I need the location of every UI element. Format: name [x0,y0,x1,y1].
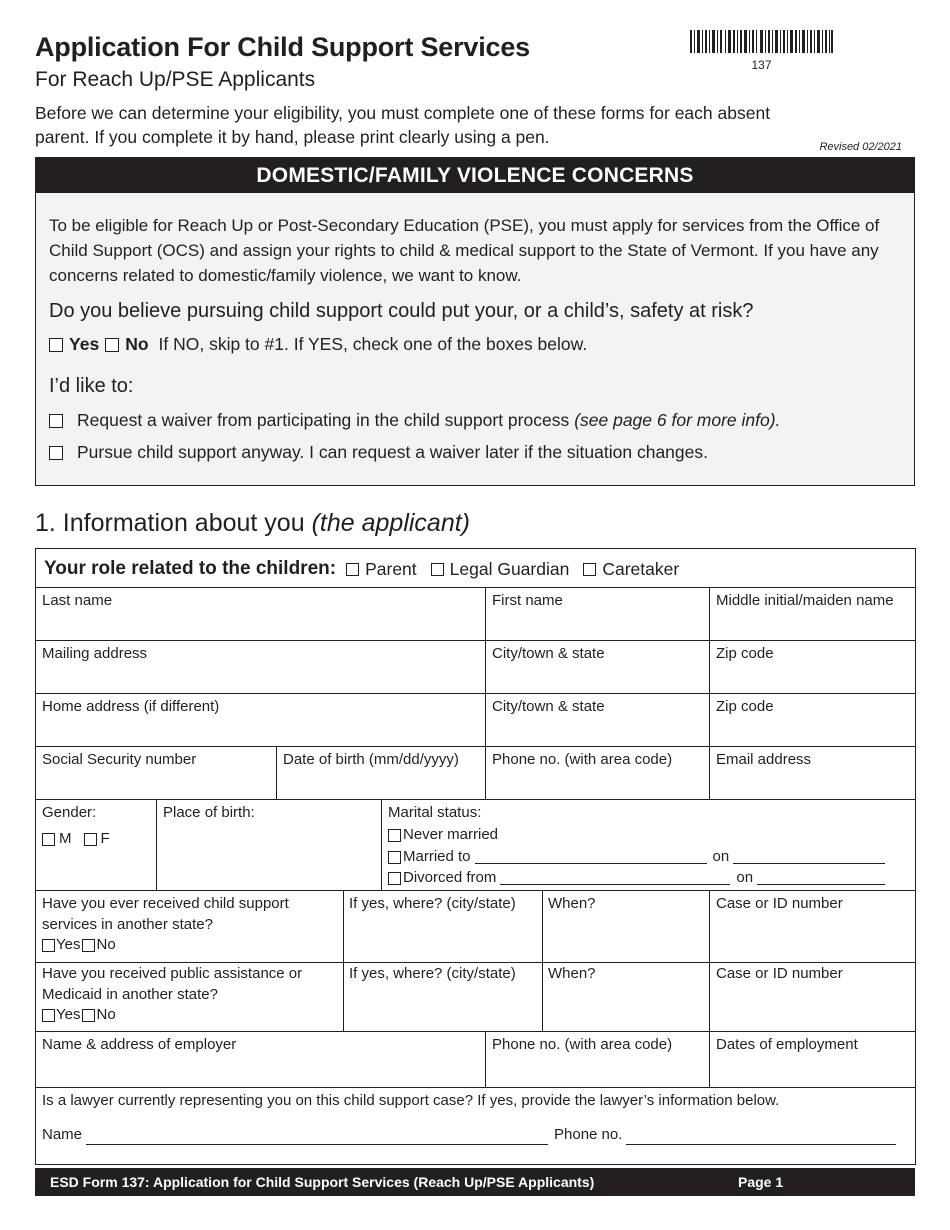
dv-waiver-note: (see page 6 for more info). [574,410,781,430]
middle-name-field[interactable]: Middle initial/maiden name [716,592,894,609]
pa-no-label: No [96,1006,116,1023]
pa-no-checkbox[interactable] [82,1009,95,1022]
divorced-from-label: Divorced from [403,869,497,886]
ssn-field[interactable]: Social Security number [42,751,197,768]
dob-field[interactable]: Date of birth (mm/dd/yyyy) [283,751,459,768]
section-1-title-italic: (the applicant) [311,509,471,537]
cs-when-field[interactable]: When? [548,895,596,912]
pa-case-id-field[interactable]: Case or ID number [716,965,843,982]
dv-instruction: If NO, skip to #1. If YES, check one of the boxes below. [158,334,588,354]
gender-m-checkbox[interactable] [42,833,55,846]
role-parent-checkbox[interactable] [346,563,359,576]
employer-field[interactable]: Name & address of employer [42,1036,237,1053]
pa-other-state-q1: Have you received public assistance or [42,965,303,982]
place-of-birth-field[interactable]: Place of birth: [163,804,255,821]
gender-m-label: M [59,830,72,847]
pa-where-field[interactable]: If yes, where? (city/state) [349,965,516,982]
home-zip-field[interactable]: Zip code [716,698,774,715]
cs-no-label: No [96,936,116,953]
role-label: Your role related to the children: [44,558,337,579]
divorced-from-input[interactable] [500,871,730,885]
dv-like-heading: I’d like to: [49,375,134,397]
lawyer-phone-input[interactable] [626,1131,896,1145]
cs-yes-label: Yes [56,936,81,953]
role-guardian-label: Legal Guardian [449,558,570,579]
dv-yes-label: Yes [69,334,100,354]
lawyer-phone-label: Phone no. [554,1126,623,1143]
home-city-field[interactable]: City/town & state [492,698,605,715]
pa-other-state-options [42,1005,116,1025]
dv-no-label: No [125,334,149,354]
employer-phone-field[interactable]: Phone no. (with area code) [492,1036,673,1053]
lawyer-name-label: Name [42,1126,83,1143]
never-married-option [388,825,498,845]
barcode-number: 137 [751,58,772,72]
dv-no-checkbox[interactable] [105,338,119,352]
dv-paragraph: To be eligible for Reach Up or Post-Secondary Education (PSE), you must apply for services from the Office of Child Support (OCS) and assign your rights to child & medical support to the State of Vermont. If you have any concerns related to domestic/family violence, we want to know. [49,216,880,285]
role-row [44,558,693,580]
married-option [388,847,885,867]
never-married-label: Never married [403,826,499,843]
pa-when-field[interactable]: When? [548,965,596,982]
email-field[interactable]: Email address [716,751,812,768]
last-name-field[interactable]: Last name [42,592,113,609]
lawyer-question: Is a lawyer currently representing you on this child support case? If yes, provide the lawyer’s information below. [42,1092,780,1109]
gender-options [42,829,110,849]
role-guardian-checkbox[interactable] [431,563,444,576]
page-title: Application For Child Support Services [35,32,530,62]
intro-text: Before we can determine your eligibility, you must complete one of these forms for each absent parent. If you complete it by hand, please print clearly using a pen. [35,103,771,147]
gender-f-label: F [100,830,110,847]
dv-yes-no-row [49,334,587,355]
footer-form-title: ESD Form 137: Application for Child Support Services (Reach Up/PSE Applicants) [50,1174,595,1190]
married-to-input[interactable] [475,850,707,864]
section-1-title-main: 1. Information about you [35,509,305,537]
employment-dates-field[interactable]: Dates of employment [716,1036,858,1053]
barcode [690,30,833,53]
dv-question: Do you believe pursuing child support could put your, or a child’s, safety at risk? [49,300,754,322]
pa-yes-label: Yes [56,1006,81,1023]
pa-other-state-q2: Medicaid in another state? [42,986,218,1003]
cs-yes-checkbox[interactable] [42,939,55,952]
cs-other-state-q2: services in another state? [42,916,213,933]
role-caretaker-label: Caretaker [602,558,680,579]
never-married-checkbox[interactable] [388,829,401,842]
role-option-guardian [431,559,570,580]
dv-option-pursue [49,442,708,463]
cs-no-checkbox[interactable] [82,939,95,952]
dv-section [35,157,915,486]
married-checkbox[interactable] [388,851,401,864]
married-on-input[interactable] [733,850,885,864]
lawyer-info-row [42,1125,896,1145]
role-caretaker-checkbox[interactable] [583,563,596,576]
footer-page-number: Page 1 [738,1174,784,1190]
gender-f-checkbox[interactable] [84,833,97,846]
married-to-label: Married to [403,848,471,865]
role-option-parent [346,559,417,580]
married-on-label: on [712,848,730,865]
divorced-option [388,868,885,888]
cs-other-state-options [42,935,116,955]
divorced-on-input[interactable] [757,871,885,885]
dv-waiver-label: Request a waiver from participating in the child support process [77,410,570,430]
dv-heading: DOMESTIC/FAMILY VIOLENCE CONCERNS [36,158,914,193]
mailing-zip-field[interactable]: Zip code [716,645,774,662]
section-1-title [35,509,470,538]
dv-option-waiver [49,410,780,431]
applicant-form [35,548,916,1165]
page-footer [35,1168,915,1196]
cs-where-field[interactable]: If yes, where? (city/state) [349,895,516,912]
revised-date: Revised 02/2021 [819,141,902,153]
dv-pursue-label: Pursue child support anyway. I can request a waiver later if the situation changes. [77,442,708,462]
dv-yes-checkbox[interactable] [49,338,63,352]
home-address-field[interactable]: Home address (if different) [42,698,220,715]
gender-label: Gender: [42,804,97,821]
mailing-city-field[interactable]: City/town & state [492,645,605,662]
page-subtitle: For Reach Up/PSE Applicants [35,68,316,91]
cs-case-id-field[interactable]: Case or ID number [716,895,843,912]
divorced-checkbox[interactable] [388,872,401,885]
first-name-field[interactable]: First name [492,592,563,609]
divorced-on-label: on [736,869,754,886]
pa-yes-checkbox[interactable] [42,1009,55,1022]
cs-other-state-q1: Have you ever received child support [42,895,289,912]
dv-waiver-checkbox[interactable] [49,414,63,428]
lawyer-name-input[interactable] [86,1131,548,1145]
role-parent-label: Parent [365,558,417,579]
role-option-caretaker [583,559,679,580]
phone-field[interactable]: Phone no. (with area code) [492,751,673,768]
dv-pursue-checkbox[interactable] [49,446,63,460]
mailing-address-field[interactable]: Mailing address [42,645,148,662]
marital-status-label: Marital status: [388,804,482,821]
